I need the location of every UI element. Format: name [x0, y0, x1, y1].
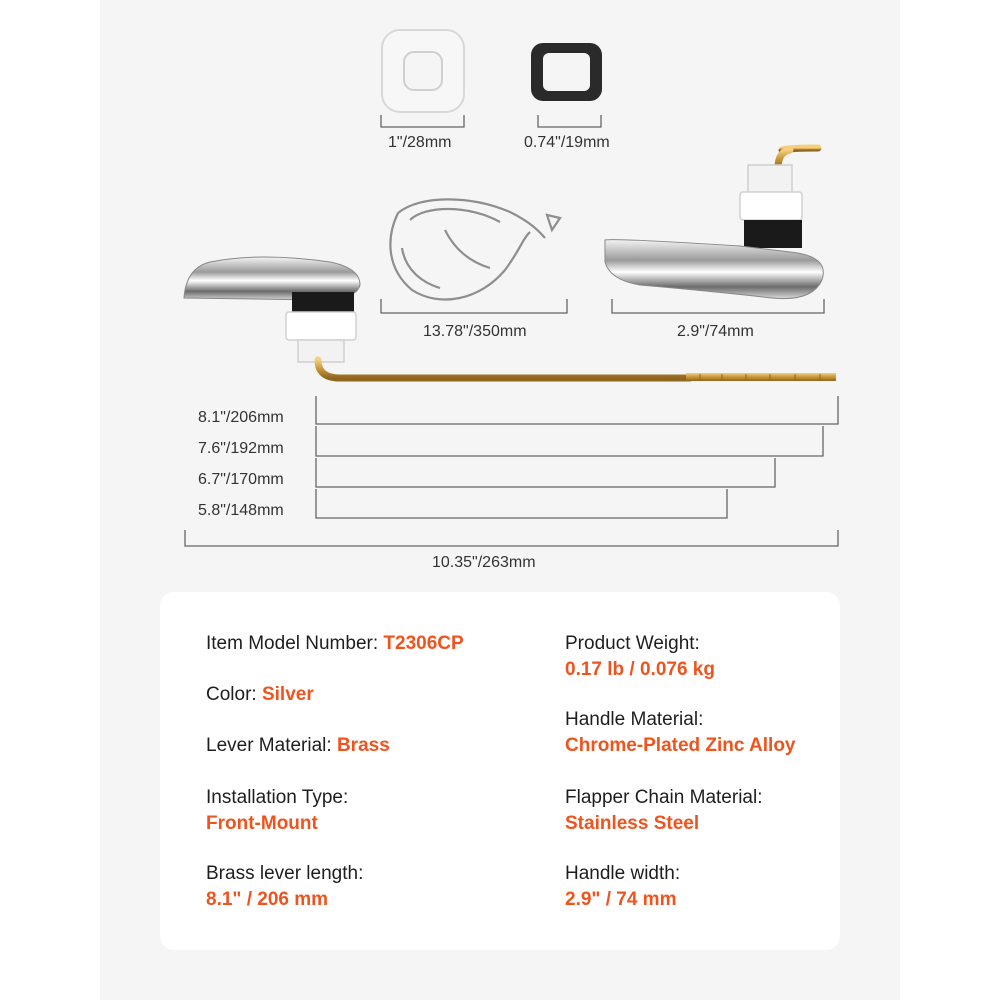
spec-chain-material-label: Flapper Chain Material:: [565, 787, 763, 808]
handle-width-label: 2.9"/74mm: [677, 323, 754, 340]
spec-lever-material-label: Lever Material:: [206, 735, 337, 756]
flapper-chain-icon: [390, 199, 560, 299]
spec-lever-material: [206, 733, 390, 759]
spec-model-value: T2306CP: [383, 633, 464, 654]
spec-weight: [565, 631, 715, 683]
lever-length-label-3: 6.7"/170mm: [198, 471, 284, 488]
spec-color-label: Color:: [206, 684, 262, 705]
spec-chain-material: [565, 785, 762, 837]
spec-lever-length: [206, 861, 363, 913]
spec-lever-length-label: Brass lever length:: [206, 863, 364, 884]
spec-installation-label: Installation Type:: [206, 787, 349, 808]
spec-handle-material: [565, 707, 796, 759]
handle-side-view-icon: [605, 148, 823, 299]
spec-handle-material-label: Handle Material:: [565, 709, 704, 730]
spacer-width-label: 1"/28mm: [388, 134, 452, 151]
total-length-label: 10.35"/263mm: [432, 554, 536, 571]
spec-lever-length-value: 8.1" / 206 mm: [206, 889, 329, 910]
spec-chain-material-value: Stainless Steel: [565, 813, 700, 834]
gasket-icon: [531, 43, 602, 101]
spec-installation: [206, 785, 348, 837]
spec-weight-value: 0.17 lb / 0.076 kg: [565, 659, 715, 680]
lever-length-label-1: 8.1"/206mm: [198, 409, 284, 426]
spec-installation-value: Front-Mount: [206, 813, 318, 834]
spec-handle-width-value: 2.9" / 74 mm: [565, 889, 677, 910]
gasket-width-label: 0.74"/19mm: [524, 134, 610, 151]
spec-weight-label: Product Weight:: [565, 633, 700, 654]
spec-color: [206, 682, 314, 708]
lever-length-label-2: 7.6"/192mm: [198, 440, 284, 457]
spec-model-label: Item Model Number:: [206, 633, 384, 654]
spec-color-value: Silver: [261, 684, 314, 705]
chain-length-label: 13.78"/350mm: [423, 323, 527, 340]
lever-length-label-4: 5.8"/148mm: [198, 502, 284, 519]
spec-handle-width-label: Handle width:: [565, 863, 681, 884]
spacer-icon: [382, 30, 464, 112]
spec-handle-width: [565, 861, 680, 913]
spec-lever-material-value: Brass: [336, 735, 390, 756]
spec-model: [206, 631, 464, 657]
spec-handle-material-value: Chrome-Plated Zinc Alloy: [565, 735, 796, 756]
